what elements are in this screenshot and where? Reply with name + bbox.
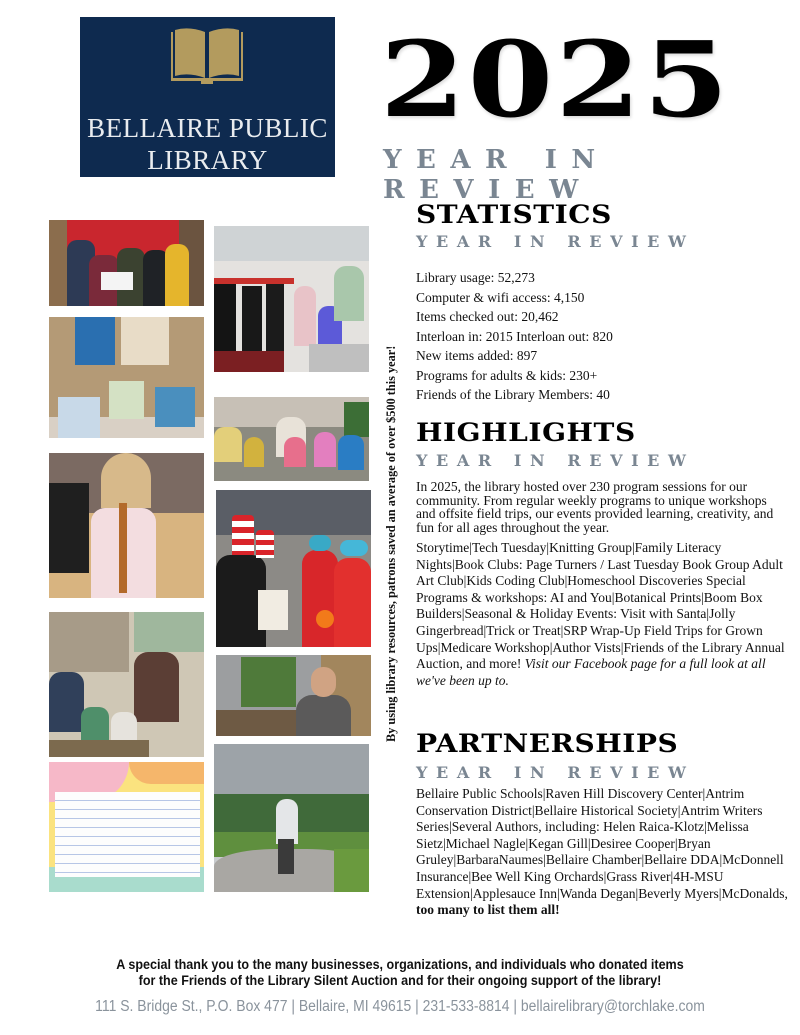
partners-closing: too many to list them all! [416,902,560,918]
statistics-subtitle: YEAR IN REVIEW [416,232,695,251]
logo-text-line1: BELLAIRE PUBLIC [87,113,328,143]
stat-items-checked-out: Items checked out: 20,462 [416,309,559,324]
highlights-subtitle: YEAR IN REVIEW [416,451,695,470]
highlights-intro: In 2025, the library hosted over 230 program sessions for our community. From regular weekly programs to unique workshops and offsite field trips, our events provided learning, creativity, and fun for all ages throughout the year. [416,479,774,535]
stat-interloan: Interloan in: 2015 Interloan out: 820 [416,328,613,344]
statistics-list [416,268,613,405]
photo-storytime-reading [49,612,204,757]
savings-note: By using library resources, patrons saved an average of over $500 this year! [384,345,398,742]
logo-text-line2: LIBRARY [147,145,268,175]
partners-text: Bellaire Public Schools|Raven Hill Discovery Center|Antrim Conservation District|Bellaire Historical Society|Antrim Writers Series|Several Authors, including: Helen Raica-Klotz|Melissa Sietz|Michael Nagle|Kegan Gill|Desiree Cooper|Bryan Gruley|BarbaraNaumes|Bellaire Chamber|Bellaire DDA|McDonnell Insurance|Bee Well King Orchards|Grass River|4H-MSU Extension|Applesauce Inn|Wanda Degan|Beverly Myers|McDonalds, [416,786,788,901]
photo-kids-3d-printer [214,226,369,372]
partnerships-heading: PARTNERSHIPS [416,729,679,758]
contact-address: 111 S. Bridge St., P.O. Box 477 | Bellaire, MI 49615 | 231-533-8814 | bellairelibrary@torchlake.com [95,998,705,1015]
photo-girl-with-snake [49,453,204,598]
photo-thank-you-note [49,762,204,892]
photo-color-run [214,744,369,892]
stat-programs: Programs for adults & kids: 230+ [416,367,598,383]
photo-cat-in-the-hat [216,490,371,647]
highlights-heading: HIGHLIGHTS [416,418,636,447]
photo-author-visit [216,655,371,736]
statistics-heading: STATISTICS [416,200,612,229]
stat-library-usage: Library usage: 52,273 [416,270,535,285]
stat-friends-members: Friends of the Library Members: 40 [416,387,610,402]
year-heading: 2025 [380,18,731,141]
photo-santa-group [49,220,204,306]
open-book-icon [171,26,243,84]
thank-you-message [28,957,772,989]
partnerships-list [416,786,788,919]
programs-list: Storytime|Tech Tuesday|Knitting Group|Family Literacy Nights|Book Clubs: Page Turners / Last Tuesday Book Group Adult Art Club|Kids Coding Club|Homeschool Discoveries Special Programs & workshops: AI and You|Botanical Prints|Boom Box Builders|Seasonal & Holiday Events: Visit with Santa|Jolly Gingerbread|Trick or Treat|SRP Wrap-Up Field Trips for Grown Ups|Medicare Workshop|Author Vists|Friends of the Library Annual Auction, and more! [416,540,785,672]
library-logo [80,17,335,177]
partnerships-subtitle: YEAR IN REVIEW [416,763,695,782]
stat-computer-wifi: Computer & wifi access: 4,150 [416,289,585,305]
photo-art-show [49,317,204,438]
facebook-note: Visit our Facebook page for a full look at all we've been up to. [416,656,766,688]
stat-new-items: New items added: 897 [416,348,538,363]
year-in-review-subtitle: YEAR IN REVIEW [383,145,610,205]
photo-kids-group-floor [214,397,369,481]
thank-you-line2: for the Friends of the Library Silent Auction and for their ongoing support of the library! [138,973,662,988]
highlights-programs [416,540,788,689]
thank-you-line1: A special thank you to the many businesses, organizations, and individuals who donated items [116,957,684,972]
